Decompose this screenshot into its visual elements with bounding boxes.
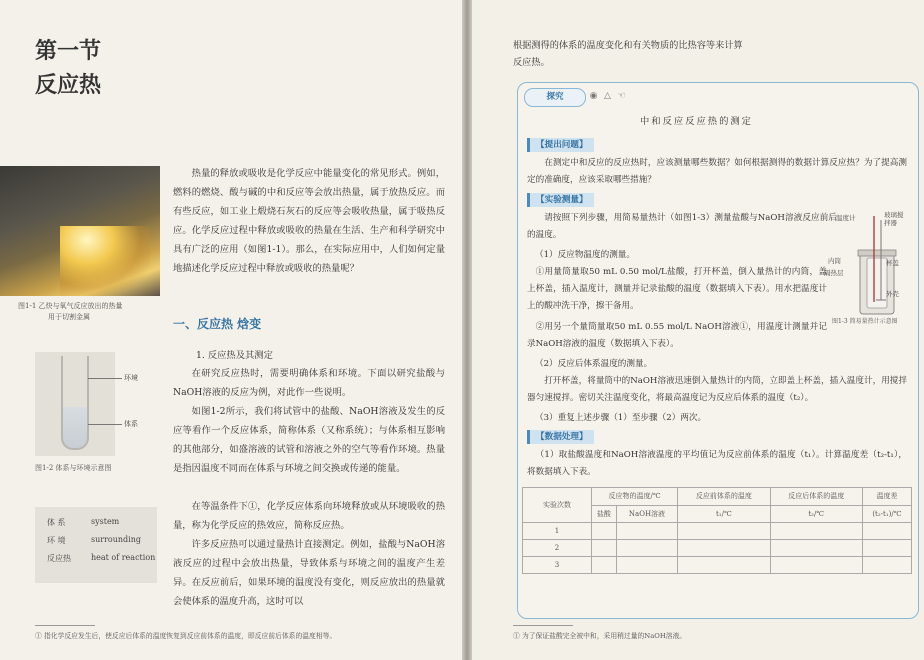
spark-glow xyxy=(60,226,150,296)
glossary-box xyxy=(35,507,157,583)
warning-icon: △ xyxy=(604,91,611,101)
experiment-title: 中和反应反应热的测定 xyxy=(640,116,753,127)
question-text: 在测定中和反应的反应热时，应该测量哪些数据？如何根据测得的数据计算反应热？为了提高测定的准确度，应该采取哪些措施？ xyxy=(527,158,907,185)
left-footnote-rule xyxy=(35,625,95,626)
th-reactant: 反应物的温度/℃ xyxy=(592,488,678,506)
paragraph-4: 许多反应热可以通过量热计直接测定。例如，盐酸与NaOH溶液反应的过程中会放出热量，导致体系与环境之间的温度产生差异。在反应前后，如果环境的温度没有变化，则反应放出的热量就会使体系的温度升高，这时可以 xyxy=(173,539,445,607)
table-row xyxy=(523,540,912,557)
data-text: （1）取盐酸温度和NaOH溶液温度的平均值记为反应前体系的温度（t₁）。计算温度差（t₂-t₁），将数据填入下表。 xyxy=(527,450,907,477)
left-footnote: ① 指化学反应发生后，使反应后体系的温度恢复到反应前体系的温度，即反应前后体系的温度相等。 xyxy=(35,632,337,640)
explore-badge: 探究 xyxy=(524,88,586,107)
right-footnote-rule xyxy=(513,625,573,626)
env-leader-line xyxy=(88,378,122,379)
fig2-label-sys: 体系 xyxy=(124,420,138,428)
th-naoh: NaOH溶液 xyxy=(616,505,677,523)
fig1-caption-line2: 用于切割金属 xyxy=(48,313,90,321)
tag-measure: 【实验测量】 xyxy=(527,193,594,207)
section-number: 第一节 xyxy=(35,38,102,64)
sys-leader-line xyxy=(88,424,122,425)
right-footnote: ① 为了保证盐酸完全被中和，采用稍过量的NaOH溶液。 xyxy=(513,632,687,640)
row-index: 2 xyxy=(523,540,592,557)
right-top-line2: 反应热。 xyxy=(513,57,550,68)
label-stirrer: 玻璃搅拌器 xyxy=(884,211,904,227)
step-2-text: 打开杯盖，将量筒中的NaOH溶液迅速倒入量热计的内筒，立即盖上杯盖，插入温度计，用搅拌器匀速搅拌。密切关注温度变化，将最高温度记为反应后体系的温度（t₂）。 xyxy=(527,376,907,403)
calorimeter-figure xyxy=(850,214,910,324)
welding-photo xyxy=(0,166,160,296)
step-1a: ①用量筒量取50 mL 0.50 mol/L盐酸，打开杯盖，倒入量热计的内筒，盖上杯盖，插入温度计，测量并记录盐酸的温度（数据填入下表）。用水把温度计上的酸冲洗干净，擦干备用。 xyxy=(527,267,827,311)
glossary-en-3: heat of reaction xyxy=(91,553,156,562)
tag-data: 【数据处理】 xyxy=(527,430,594,444)
tag-question: 【提出问题】 xyxy=(527,138,594,152)
row-index: 1 xyxy=(523,523,592,540)
th-t1: t₁/℃ xyxy=(678,505,770,523)
right-top-line1: 根据测得的体系的温度变化和有关物质的比热容等来计算 xyxy=(513,40,743,51)
th-t2: t₂/℃ xyxy=(770,505,862,523)
hand-icon: ☜ xyxy=(617,91,626,101)
paragraph-1: 在研究反应热时，需要明确体系和环境。下面以研究盐酸与NaOH溶液的反应为例，对此作一些说明。 xyxy=(173,368,445,398)
fig3-caption: 图1-3 简易量热计示意图 xyxy=(832,318,898,325)
th-t21: (t₂-t₁)/℃ xyxy=(862,505,911,523)
paragraph-2: 如图1-2所示，我们将试管中的盐酸、NaOH溶液及发生的反应等看作一个反应体系，简称体系（又称系统）；与体系相互影响的其他部分，如盛溶液的试管和溶液之外的空气等看作环境。热量是指因温度不同而在体系与环境之间交换或传递的能量。 xyxy=(173,406,445,474)
th-diff: 温度差 xyxy=(862,488,911,506)
fig2-caption: 图1-2 体系与环境示意图 xyxy=(35,464,112,472)
label-lid: 杯盖 xyxy=(886,259,899,267)
th-before: 反应前体系的温度 xyxy=(678,488,770,506)
table-row xyxy=(523,557,912,574)
step-1b: ②用另一个量筒量取50 mL 0.55 mol/L NaOH溶液①，用温度计测量并记录NaOH溶液的温度（数据填入下表）。 xyxy=(527,322,827,349)
glossary-zh-1: 体 系 xyxy=(47,518,66,527)
book-spine xyxy=(462,0,472,660)
fig2-label-env: 环境 xyxy=(124,374,138,382)
label-inner: 内筒 xyxy=(828,257,841,265)
section-heading: 一、反应热 焓变 xyxy=(173,317,262,331)
eye-icon: ◉ xyxy=(589,91,598,101)
glossary-zh-2: 环 境 xyxy=(47,536,66,545)
label-thermometer: 温度计 xyxy=(836,214,856,222)
step-3: （3）重复上述步骤（1）至步骤（2）两次。 xyxy=(535,413,707,423)
step-2: （2）反应后体系温度的测量。 xyxy=(535,359,653,369)
glossary-en-2: surrounding xyxy=(91,535,141,544)
test-tube xyxy=(61,356,89,450)
fig1-caption: 图1-1 乙炔与氧气反应放出的热量 xyxy=(18,302,123,310)
glossary-en-1: system xyxy=(91,517,120,526)
paragraph-3: 在等温条件下①，化学反应体系向环境释放或从环境吸收的热量，称为化学反应的热效应，简称反应热。 xyxy=(173,501,445,531)
th-hcl: 盐酸 xyxy=(592,505,617,523)
intro-paragraph: 热量的释放或吸收是化学反应中能量变化的常见形式。例如，燃料的燃烧、酸与碱的中和反应等会放出热量，属于放热反应。而有些反应，如工业上煅烧石灰石的反应等会吸收热量，属于吸热反应。化学反应过程中释放或吸收的热量在生活、生产和科学研究中具有广泛的应用（如图1-1）。那么，在实际应用中，人们如何定量地描述化学反应过程中释放或吸收的热量呢？ xyxy=(173,168,445,274)
table-row xyxy=(523,523,912,540)
label-insulation: 隔热层 xyxy=(824,269,844,277)
data-table xyxy=(522,487,912,574)
measure-intro: 请按照下列步骤，用简易量热计（如图1-3）测量盐酸与NaOH溶液反应前后的温度。 xyxy=(527,213,837,240)
row-index: 3 xyxy=(523,557,592,574)
label-outer: 外壳 xyxy=(886,290,899,298)
step-1: （1）反应物温度的测量。 xyxy=(535,250,635,260)
th-trial: 实验次数 xyxy=(523,488,592,523)
glossary-zh-3: 反应热 xyxy=(47,554,71,563)
th-after: 反应后体系的温度 xyxy=(770,488,862,506)
page-title: 反应热 xyxy=(35,72,102,98)
subsection-heading: 1. 反应热及其测定 xyxy=(196,350,273,361)
